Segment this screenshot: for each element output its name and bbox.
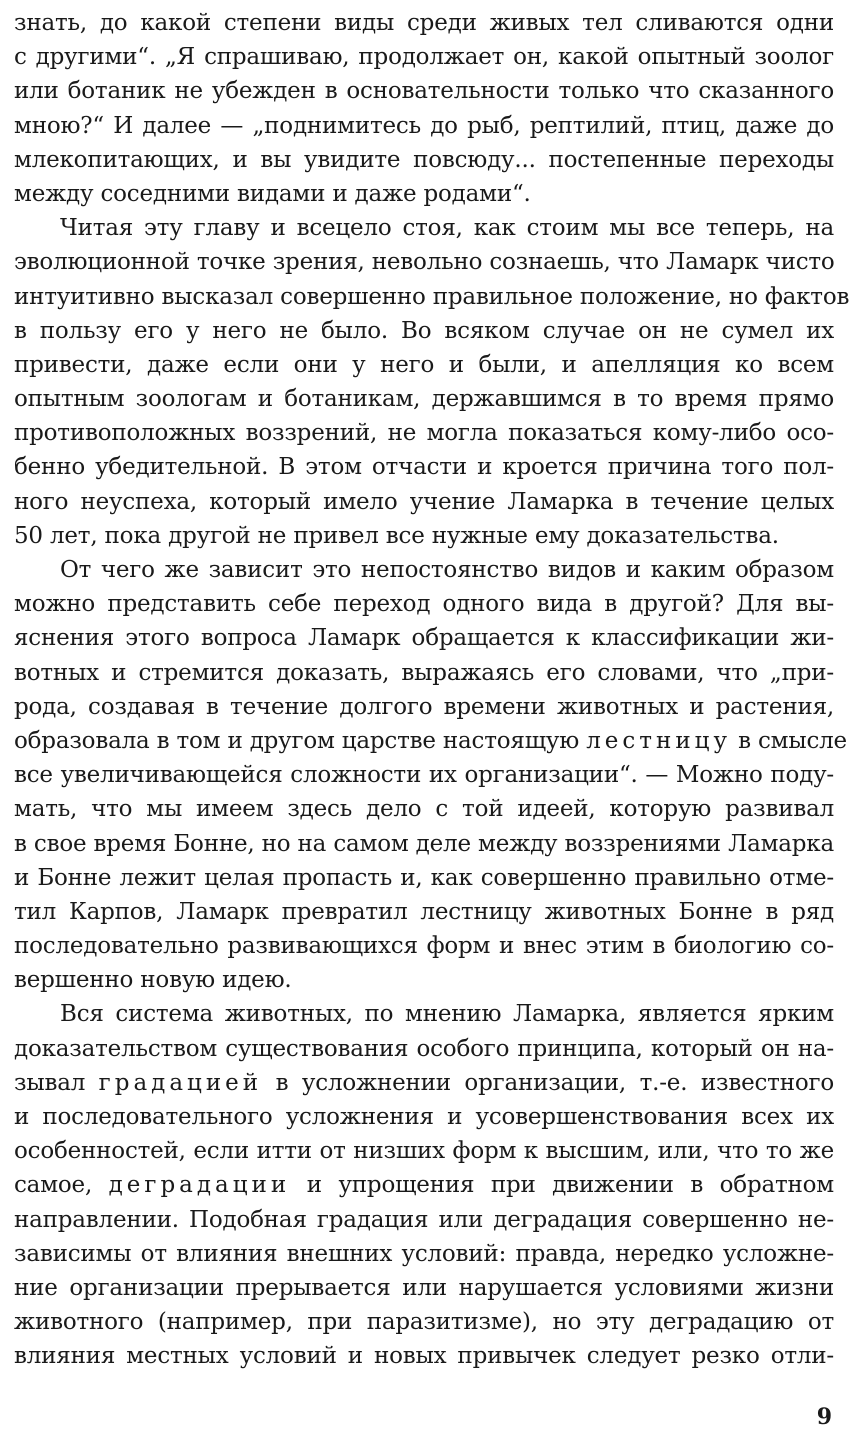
text-line: мать, что мы имеем здесь дело с той идеей, которую развивал [14, 796, 834, 823]
text-line: ного неуспеха, который имело учение Ламарка в течение целых [14, 488, 834, 515]
paragraph-start-line: От чего же зависит это непостоянство видов и каким образом [60, 557, 834, 583]
text-line: доказательством существования особого принципа, который он на- [14, 1035, 834, 1062]
text-line: ние организации прерывается или нарушается условиями жизни [14, 1274, 834, 1301]
paragraph-start-line: Читая эту главу и всецело стоя, как стоим мы все теперь, на [60, 215, 834, 242]
text-line: привести, даже если они у него и были, и апелляция ко всем [14, 351, 834, 378]
text-line: и последовательного усложнения и усовершенствования всех их [14, 1104, 834, 1130]
text-line-with-spaced-word [14, 724, 847, 758]
text-line: животного (например, при паразитизме), но эту деградацию от [14, 1309, 834, 1336]
text-line: с другими“. „Я спрашиваю, продолжает он, какой опытный зоолог [14, 44, 834, 71]
text-line: противоположных воззрений, не могла показаться кому-либо осо- [14, 420, 834, 447]
paragraph-start-line: Вся система животных, по мнению Ламарка, является ярким [60, 1001, 834, 1028]
text-segment: зывал [14, 1069, 86, 1096]
text-segment: в смысле [738, 727, 847, 754]
text-line: опытным зоологам и ботаникам, державшимся в то время прямо [14, 386, 834, 413]
text-line: вотных и стремится доказать, выражаясь его словами, что „при- [14, 659, 834, 686]
text-line: млекопитающих, и вы увидите повсюду... постепенные переходы [14, 146, 834, 173]
text-line: все увеличивающейся сложности их организации“. — Можно поду- [14, 762, 834, 789]
text-line: рода, создавая в течение долгого времени животных и растения, [14, 693, 834, 720]
text-line: последовательно развивающихся форм и внес этим в биологию со- [14, 933, 834, 960]
text-line: эволюционной точке зрения, невольно сознаешь, что Ламарк чисто [14, 249, 835, 276]
spaced-term-lestnitsu: лестницу [586, 727, 731, 754]
text-segment: в усложнении организации, т.-е. известного [275, 1069, 834, 1096]
text-line: интуитивно высказал совершенно правильное положение, но фактов [14, 283, 850, 310]
text-line: тил Карпов, Ламарк превратил лестницу животных Бонне в ряд [14, 898, 834, 925]
text-line: знать, до какой степени виды среди живых тел сливаются одни [14, 10, 834, 36]
text-line: особенностей, если итти от низших форм к высшим, или, что то же [14, 1138, 834, 1165]
text-line: зависимы от влияния внешних условий: правда, нередко усложне- [14, 1240, 834, 1267]
text-line: вершенно новую идею. [14, 967, 292, 994]
text-line: мною?“ И далее — „поднимитесь до рыб, рептилий, птиц, даже до [14, 112, 834, 139]
text-line: 50 лет, пока другой не привел все нужные ему доказательства. [14, 522, 779, 549]
page-number: 9 [816, 1404, 832, 1430]
text-line: яснения этого вопроса Ламарк обращается к классификации жи- [14, 625, 834, 652]
text-line: и Бонне лежит целая пропасть и, как совершенно правильно отме- [14, 864, 834, 891]
text-line: между соседними видами и даже родами“. [14, 180, 531, 207]
text-line: бенно убедительной. В этом отчасти и кроется причина того пол- [14, 454, 834, 481]
text-line: в пользу его у него не было. Во всяком случае он не сумел их [14, 317, 834, 344]
text-line-with-spaced-word [14, 1066, 834, 1100]
spaced-term-gradatsiei: градацией [98, 1069, 263, 1096]
text-line-with-spaced-word [14, 1168, 834, 1202]
text-line: в свое время Бонне, но на самом деле между воззрениями Ламарка [14, 830, 834, 857]
text-line: направлении. Подобная градация или деградация совершенно не- [14, 1206, 834, 1233]
text-segment: самое, [14, 1172, 93, 1199]
text-segment: и упрощения при движении в обратном [306, 1172, 834, 1199]
text-line: или ботаник не убежден в основательности только что сказанного [14, 78, 834, 105]
spaced-term-degradatsii: деградации [108, 1172, 291, 1199]
text-line: можно представить себе переход одного вида в другой? Для вы- [14, 591, 834, 618]
text-segment: образовала в том и другом царстве настоящую [14, 727, 580, 754]
text-line: влияния местных условий и новых привычек следует резко отли- [14, 1343, 834, 1370]
